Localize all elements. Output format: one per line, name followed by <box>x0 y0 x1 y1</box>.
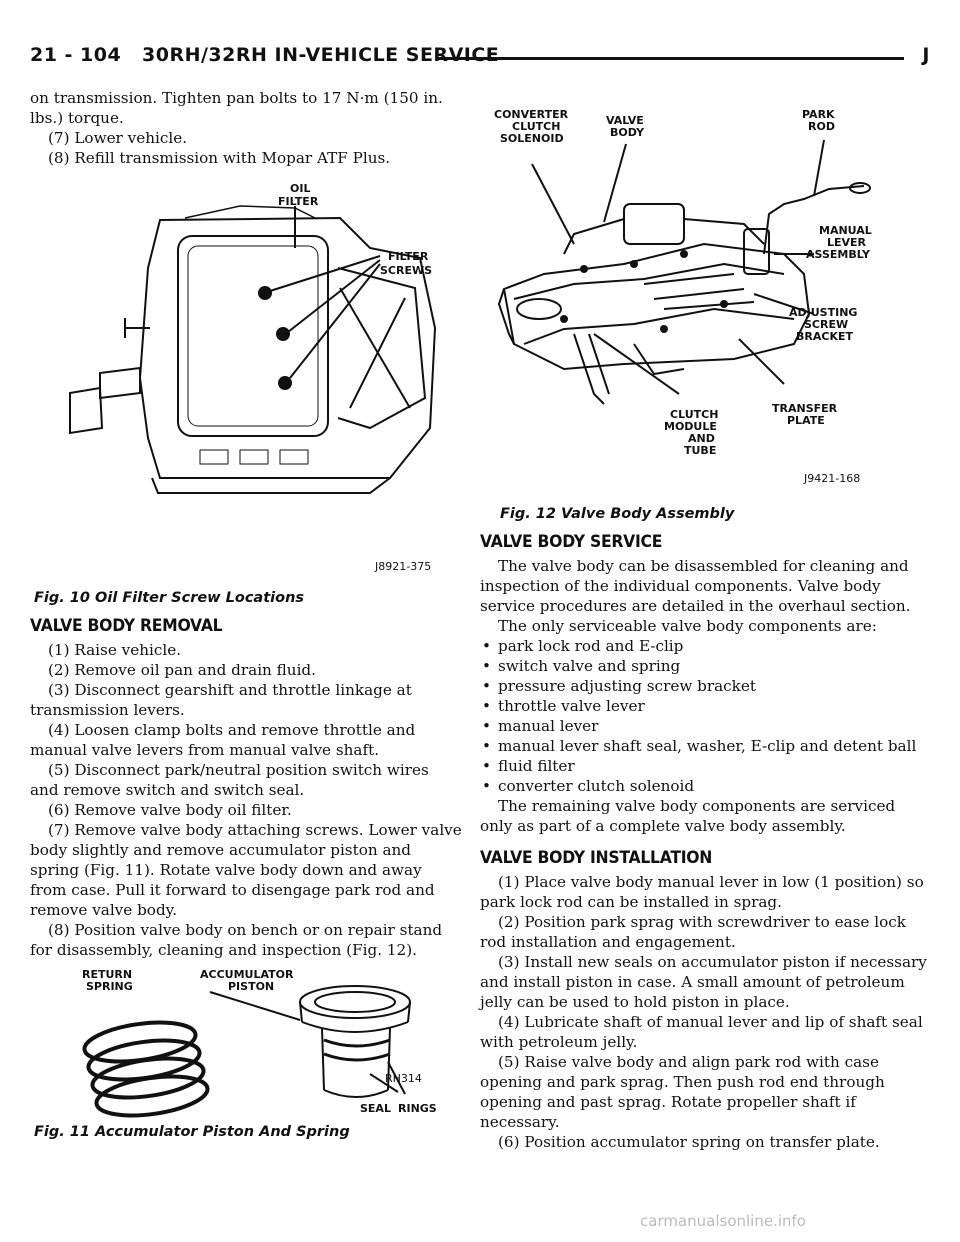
label-piston: PISTON <box>228 980 275 993</box>
label-spring: SPRING <box>86 980 133 993</box>
service-paragraph: The remaining valve body components are serviced only as part of a complete valve body assembly. <box>480 797 896 835</box>
intro-step: (7) Lower vehicle. <box>48 129 188 147</box>
label-seal: SEAL <box>360 1102 391 1115</box>
installation-step: (6) Position accumulator spring on transfer plate. <box>498 1133 880 1151</box>
fig12-caption: Fig. 12 Valve Body Assembly <box>500 506 735 522</box>
removal-step: (8) Position valve body on bench or on repair stand for disassembly, cleaning and inspection (Fig. 12). <box>30 921 443 959</box>
label-return: RETURN <box>82 968 133 981</box>
installation-heading: VALVE BODY INSTALLATION <box>480 848 713 868</box>
removal-step: (6) Remove valve body oil filter. <box>48 801 292 819</box>
list-item: • park lock rod and E-clip <box>480 636 930 656</box>
fig10-caption: Fig. 10 Oil Filter Screw Locations <box>34 590 305 606</box>
removal-heading: VALVE BODY REMOVAL <box>30 616 223 636</box>
list-item: • converter clutch solenoid <box>480 776 930 796</box>
installation-step: (3) Install new seals on accumulator piston if necessary and install piston in case. A small amount of petroleum jelly can be used to hold piston in place. <box>480 953 927 1011</box>
label-manual: MANUAL <box>819 224 872 237</box>
label-solenoid: SOLENOID <box>500 132 564 145</box>
fig11-caption: Fig. 11 Accumulator Piston And Spring <box>34 1124 350 1140</box>
installation-step: (5) Raise valve body and align park rod with case opening and park sprag. Then push rod end through opening and past sprag. Rotate propeller shaft if necessary. <box>480 1053 885 1131</box>
edition-letter: J <box>922 44 930 66</box>
label-filter-screws-1: FILTER <box>388 250 429 263</box>
list-item: • fluid filter <box>480 756 930 776</box>
removal-step: (4) Loosen clamp bolts and remove throttle and manual valve levers from manual valve shaft. <box>30 721 416 759</box>
service-paragraph: The only serviceable valve body components are: <box>498 617 877 635</box>
serviceable-components-list <box>480 636 930 796</box>
label-module: MODULE <box>664 420 717 433</box>
right-column <box>480 532 930 1152</box>
label-valve: VALVE <box>606 114 644 127</box>
intro-step: (8) Refill transmission with Mopar ATF Plus. <box>48 149 391 167</box>
left-intro <box>30 88 462 168</box>
label-park: PARK <box>802 108 835 121</box>
valve-body-illustration <box>484 104 924 502</box>
figure-code: J8921-375 <box>375 560 432 573</box>
label-filter: FILTER <box>278 195 319 208</box>
service-heading: VALVE BODY SERVICE <box>480 532 663 552</box>
label-adjusting: ADJUSTING <box>789 306 858 319</box>
list-item: • switch valve and spring <box>480 656 930 676</box>
installation-step: (1) Place valve body manual lever in low (1 position) so park lock rod can be installed in sprag. <box>480 873 924 911</box>
removal-section <box>30 616 462 960</box>
label-and: AND <box>688 432 715 445</box>
list-item: • manual lever <box>480 716 930 736</box>
label-clutch-2: CLUTCH <box>670 408 719 421</box>
label-bracket: BRACKET <box>796 330 853 343</box>
installation-step: (2) Position park sprag with screwdriver to ease lock rod installation and engagement. <box>480 913 906 951</box>
watermark: carmanualsonline.info <box>640 1212 806 1230</box>
removal-step: (2) Remove oil pan and drain fluid. <box>48 661 316 679</box>
label-filter-screws-2: SCREWS <box>380 264 433 277</box>
removal-step: (7) Remove valve body attaching screws. Lower valve body slightly and remove accumulator piston and spring (Fig. 11). Rotate valve body down and away from case. Pull it forward to disengage park rod and remove valve body. <box>30 821 462 919</box>
list-item: • pressure adjusting screw bracket <box>480 676 930 696</box>
removal-step: (5) Disconnect park/neutral position switch wires and remove switch and switch seal. <box>30 761 429 799</box>
label-screw: SCREW <box>804 318 849 331</box>
oil-filter-illustration <box>40 178 460 576</box>
label-converter: CONVERTER <box>494 108 569 121</box>
label-tube: TUBE <box>684 444 717 457</box>
figure-code: RH314 <box>385 1072 422 1085</box>
page-header <box>30 44 930 84</box>
page-number: 21 - 104 <box>30 44 122 66</box>
label-body: BODY <box>610 126 645 139</box>
removal-step: (1) Raise vehicle. <box>48 641 182 659</box>
intro-paragraph: on transmission. Tighten pan bolts to 17 N·m (150 in. lbs.) torque. <box>30 89 443 127</box>
label-lever: LEVER <box>827 236 867 249</box>
label-accumulator: ACCUMULATOR <box>200 968 294 981</box>
label-transfer: TRANSFER <box>772 402 838 415</box>
label-plate: PLATE <box>787 414 825 427</box>
list-item: • manual lever shaft seal, washer, E-clip and detent ball <box>480 736 930 756</box>
label-rings: RINGS <box>398 1102 437 1115</box>
service-paragraph: The valve body can be disassembled for cleaning and inspection of the individual components. Valve body service procedures are detailed in the overhaul section. <box>480 557 911 615</box>
list-item: • throttle valve lever <box>480 696 930 716</box>
label-assembly: ASSEMBLY <box>806 248 870 261</box>
label-rod: ROD <box>808 120 835 133</box>
header-rule <box>438 57 904 60</box>
figure-code: J9421-168 <box>804 472 861 485</box>
removal-step: (3) Disconnect gearshift and throttle linkage at transmission levers. <box>30 681 412 719</box>
label-oil: OIL <box>290 182 311 195</box>
installation-step: (4) Lubricate shaft of manual lever and lip of shaft seal with petroleum jelly. <box>480 1013 923 1051</box>
accumulator-illustration <box>60 962 450 1122</box>
label-clutch: CLUTCH <box>512 120 561 133</box>
section-title: 30RH/32RH IN-VEHICLE SERVICE <box>142 44 500 66</box>
